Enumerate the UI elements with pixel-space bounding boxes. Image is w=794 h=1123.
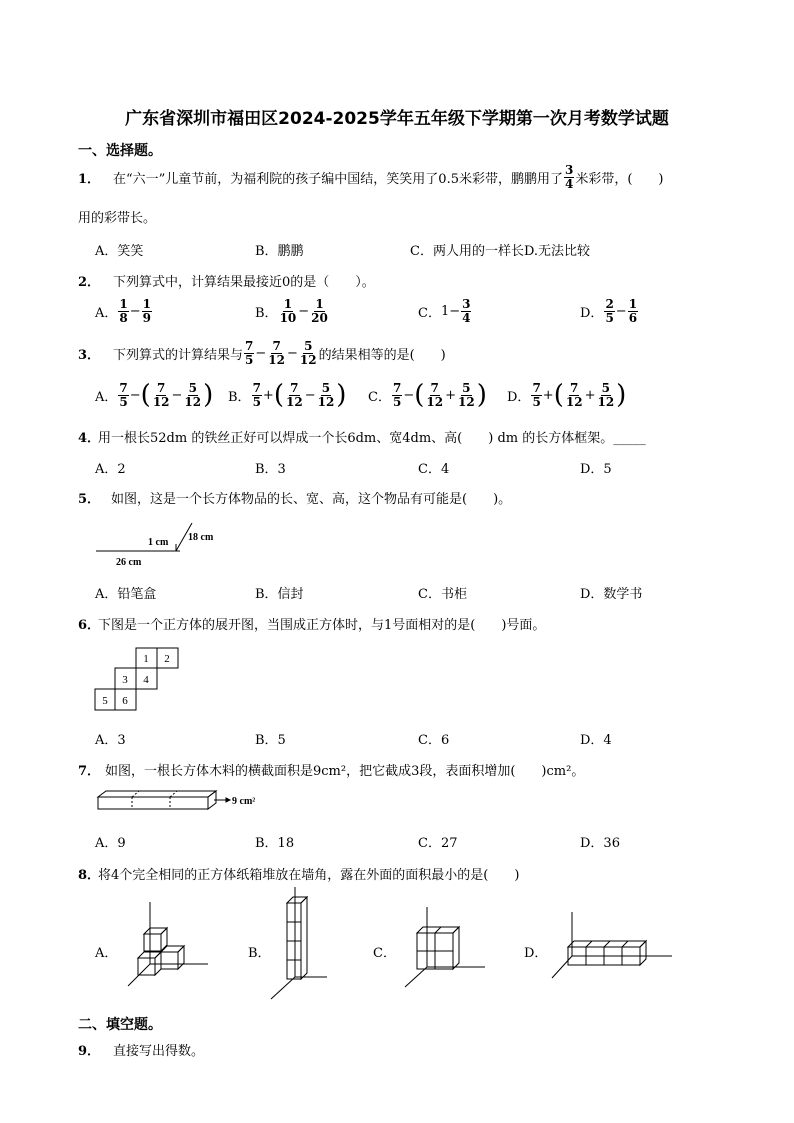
option-b[interactable]: B．18 <box>255 836 295 851</box>
question-text: 下列算式中，计算结果最接近0的是（ ）。 <box>113 275 375 290</box>
option-a[interactable]: A． $\frac{7}{5}$ − ( $\frac{7}{12}$ − $\frac{5}{12}$ ) <box>95 380 214 410</box>
option-b[interactable]: B．5 <box>255 733 286 748</box>
option-b[interactable]: B．鹏鹏 <box>255 244 304 259</box>
face-label: 5 <box>102 695 108 707</box>
face-label: 2 <box>164 653 170 665</box>
question-text: 米彩带，( ) <box>575 172 664 187</box>
question-7 <box>78 760 584 779</box>
option-b[interactable]: B． $\frac{7}{5}$ + ( $\frac{7}{12}$ − $\frac{5}{12}$ ) <box>228 380 347 410</box>
cube-stack-figure-d <box>548 910 676 985</box>
option-d[interactable]: D．4 <box>580 733 612 748</box>
question-8 <box>78 864 519 883</box>
length-label: 26 cm <box>116 557 142 568</box>
option-b[interactable]: B．信封 <box>255 587 304 602</box>
option-a[interactable]: A． $\frac{1}{8}$ − $\frac{1}{9}$ <box>95 297 152 325</box>
question-2 <box>78 271 375 290</box>
height-label: 1 cm <box>148 537 169 548</box>
cube-stack-figure-a <box>120 900 215 990</box>
question-number: 1． <box>78 172 101 187</box>
option-c[interactable]: C．6 <box>418 733 450 748</box>
question-1 <box>78 164 663 191</box>
box-dimension-figure <box>92 518 232 570</box>
question-number: 6． <box>78 618 101 633</box>
option-b[interactable]: B． <box>248 946 271 961</box>
option-b[interactable]: B． $\frac{1}{10}$ − $\frac{1}{20}$ <box>255 297 328 325</box>
option-a[interactable]: A．9 <box>95 836 126 851</box>
page-title: 广东省深圳市福田区2024-2025学年五年级下学期第一次月考数学试题 <box>125 109 669 129</box>
face-label: 1 <box>143 653 149 665</box>
question-6 <box>78 614 545 633</box>
section-heading-choice: 一、选择题。 <box>78 143 162 159</box>
area-label: 9 cm² <box>232 796 256 807</box>
cube-stack-figure-c <box>397 905 487 990</box>
option-c[interactable]: C． 1− $\frac{3}{4}$ <box>418 297 471 325</box>
question-text: 在“六一”儿童节前，为福利院的孩子编中国结，笑笑用了0.5米彩带，鹏鹏用了 <box>113 172 563 187</box>
option-c[interactable]: C． <box>373 946 396 961</box>
question-9 <box>78 1040 204 1059</box>
question-text: 直接写出得数。 <box>113 1044 205 1059</box>
option-a[interactable]: A．笑笑 <box>95 244 144 259</box>
question-text: 用一根长52dm 的铁丝正好可以焊成一个长6dm、宽4dm、高( ) dm 的长方体框架。_____ <box>98 431 646 446</box>
section-heading-fill: 二、填空题。 <box>78 1017 162 1033</box>
option-c[interactable]: C．书柜 <box>418 587 467 602</box>
width-label: 18 cm <box>188 532 214 543</box>
option-c[interactable]: C． $\frac{7}{5}$ − ( $\frac{7}{12}$ + $\frac{5}{12}$ ) <box>368 380 487 410</box>
question-4 <box>78 427 646 446</box>
option-a[interactable]: A．铅笔盒 <box>95 587 157 602</box>
option-d[interactable]: D．数学书 <box>580 587 643 602</box>
question-text: 将4个完全相同的正方体纸箱堆放在墙角，露在外面的面积最小的是( ) <box>98 868 520 883</box>
question-text: 如图，这是一个长方体物品的长、宽、高，这个物品有可能是( )。 <box>111 492 512 507</box>
question-text: 下列算式的计算结果与 <box>113 348 244 363</box>
fraction: $\frac{3}{4}$ <box>564 163 574 191</box>
question-text-continued: 用的彩带长。 <box>78 211 157 226</box>
wood-beam-figure <box>94 788 264 818</box>
question-text: 的结果相等的是( ) <box>318 348 446 363</box>
question-number: 5． <box>78 492 101 507</box>
question-number: 2． <box>78 275 101 290</box>
question-text: 下图是一个正方体的展开图，当围成正方体时，与1号面相对的是( )号面。 <box>98 618 546 633</box>
face-label: 6 <box>122 695 128 707</box>
question-number: 9． <box>78 1044 101 1059</box>
cube-stack-figure-b <box>265 885 330 1003</box>
question-3: 3． 下列算式的计算结果与 $\frac{7}{5}$ − $\frac{7}{12}$ − $\frac{5}{12}$ 的结果相等的是( ) <box>78 339 446 367</box>
option-c[interactable]: C．27 <box>418 836 458 851</box>
question-5 <box>78 488 511 507</box>
option-a[interactable]: A．2 <box>95 462 126 477</box>
option-d[interactable]: D． $\frac{7}{5}$ + ( $\frac{7}{12}$ + $\frac{5}{12}$ ) <box>507 380 627 410</box>
option-d[interactable]: D． <box>524 946 548 961</box>
option-d[interactable]: D．36 <box>580 836 620 851</box>
face-label: 3 <box>122 674 128 686</box>
face-label: 4 <box>143 674 149 686</box>
option-a[interactable]: A． <box>95 946 118 961</box>
option-c[interactable]: C．4 <box>418 462 450 477</box>
option-b[interactable]: B．3 <box>255 462 286 477</box>
option-d[interactable]: D．5 <box>580 462 612 477</box>
question-number: 4． <box>78 431 101 446</box>
question-number: 8． <box>78 868 101 883</box>
option-a[interactable]: A．3 <box>95 733 126 748</box>
cube-net-figure <box>94 647 184 713</box>
question-number: 7． <box>78 764 101 779</box>
question-text: 如图，一根长方体木料的横截面积是9cm²，把它截成3段，表面积增加( )cm²。 <box>105 764 585 779</box>
question-number: 3． <box>78 348 101 363</box>
option-c[interactable]: C．两人用的一样长D.无法比较 <box>410 244 591 259</box>
option-d[interactable]: D． $\frac{2}{5}$ − $\frac{1}{6}$ <box>580 297 638 325</box>
